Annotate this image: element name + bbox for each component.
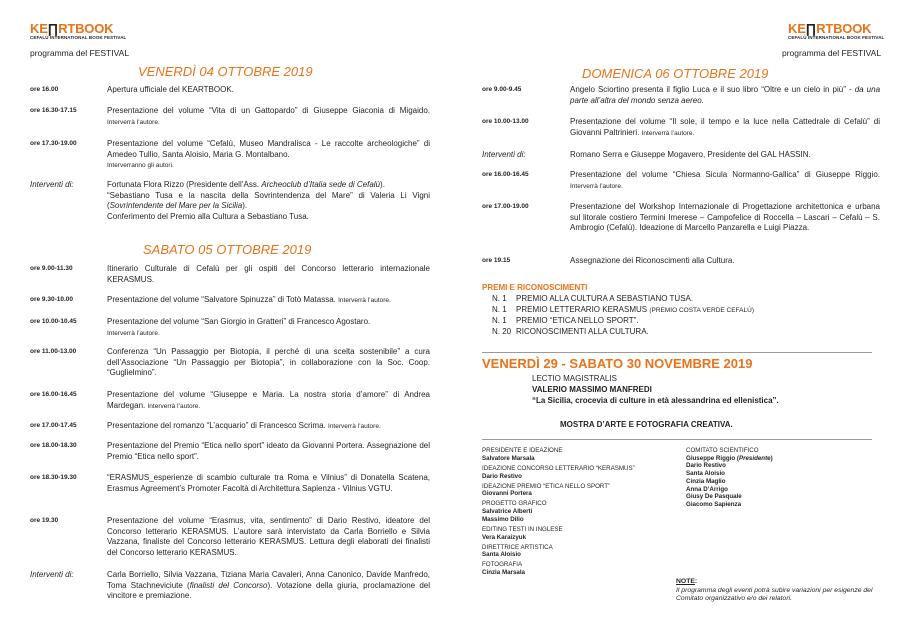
- event-time: Interventi di:: [30, 180, 74, 189]
- premi-list: [492, 294, 872, 337]
- committee-role: COMITATO SCIENTIFICO: [686, 447, 759, 454]
- lectio-block: [532, 373, 872, 406]
- event-text: Conferenza “Un Passaggio per Biotopia, il perché di una scelta sostenibile” a cura dell’Associazione “Un Passaggio per Biotopia”, in collaborazione con la Soc. Coop. “Guglielmino”.: [107, 347, 430, 378]
- event-text: Presentazione del volume “Erasmus, vita, sentimento” di Dario Restivo, ideatore del Concorso letterario KERASMUS. L’autore sarà intervistato da Carla Borriello e Silvia Vazzana, finaliste del Concorso letterario KERASMUS. Lettura degli elaborati dei finalisti del Concorso letterario KERASMUS.: [107, 516, 430, 557]
- list-item: N. 1 PREMIO “ETICA NELLO SPORT”.: [492, 316, 639, 325]
- event-text: Angelo Sciortino presenta il figlio Luca e il suo libro “Oltre e un cielo in più” - da una parte all’altra del mondo senza aereo.: [570, 85, 881, 105]
- event-time: ore 19.15: [482, 257, 511, 264]
- saturday-title: SABATO 05 OTTOBRE 2019: [143, 242, 312, 257]
- list-item: N. 1 PREMIO LETTERARIO KERASMUS (PREMIO COSTA VERDE CEFALÙ): [492, 304, 754, 314]
- event-time: ore 18.00-18.30: [30, 442, 77, 449]
- event-note: Interverrà l’autore.: [328, 423, 381, 430]
- event-note: Interverrà l’autore.: [570, 182, 623, 190]
- event-time: ore 17.00-17.45: [30, 422, 77, 429]
- event-text: Presentazione del romanzo “L’acquario” di Francesco Scrima.: [107, 421, 326, 430]
- speaker-name: VALERIO MASSIMO MANFREDI: [532, 385, 652, 394]
- event-text: Romano Serra e Giuseppe Mogavero, Presidente del GAL HASSIN.: [570, 150, 811, 159]
- credit-group: PROGETTO GRAFICO Salvatrice Alberti Massimo Dilio: [482, 500, 547, 523]
- credit-group: IDEAZIONE PREMIO “ETICA NELLO SPORT” Giovanni Portera: [482, 482, 611, 498]
- event-text: Presentazione del volume “San Giorgio in Gratteri” di Francesco Agostaro.: [107, 317, 371, 326]
- event-note: Interverranno gli autori.: [107, 162, 174, 170]
- event-text: Presentazione del volume “Giuseppe e Maria. La nostra storia d’amore” di Andrea Mardegan.: [107, 390, 430, 410]
- event-text: Presentazione del volume “Cefalù, Museo Mandralisca - Le raccolte archeologiche” di Amedeo Tullio, Santa Aloisio, Maria G. Montalbano.: [107, 139, 430, 159]
- event-note: Interverrà l’autore.: [147, 402, 201, 410]
- event-text: Presentazione del volume “Vita di un Gattopardo” di Giuseppe Giaconia di Migaido.: [107, 106, 430, 115]
- event-text: Fortunata Flora Rizzo (Presidente dell’Ass. Archeoclub d’Italia sede di Cefalù). “Sebastiano Tusa e la nascita della Sovrintendenza del Mare” di Valeria Li Vigni (Sovrintendente del Mare per la Sicilia). Conferimento del Premio alla Cultura a Sebastiano Tusa.: [107, 180, 430, 221]
- event-time: ore 16.00-16.45: [30, 391, 77, 398]
- credits-left: [482, 447, 682, 579]
- right-page: [450, 0, 900, 643]
- event-time: ore 10.00-13.00: [482, 118, 529, 125]
- note-block: NOTE: Il programma degli eventi potrà subire variazioni per esigenze del Comitato organizzativo e/o dei relatori.: [676, 578, 873, 602]
- event-time: ore 16.00: [30, 86, 59, 93]
- event-text: “ERASMUS_esperienze di scambio culturale tra Roma e Vilnius” di Donatella Scatena, Erasmus Agreement’s Promoter Facoltà di Architettura Sapienza - Vilnius VGTU.: [107, 473, 430, 493]
- divider: [482, 352, 872, 353]
- event-time: Interventi di:: [30, 570, 74, 579]
- divider: [482, 439, 872, 440]
- premi-title: PREMI E RICONOSCIMENTI: [482, 283, 588, 292]
- note-text: Il programma degli eventi potrà subire variazioni per esigenze del Comitato organizzativo e/o dei relatori.: [676, 586, 873, 602]
- credit-group: DIRETTRICE ARTISTICA Santa Aloisio: [482, 543, 553, 559]
- event-time: ore 16.30-17.15: [30, 107, 77, 114]
- event-time: ore 11.00-13.00: [30, 348, 77, 355]
- event-text: Apertura ufficiale del KEARTBOOK.: [107, 85, 234, 94]
- event-time: ore 16.00-16.45: [482, 171, 529, 178]
- event-text: Presentazione del Premio “Etica nello sport” ideato da Giovanni Portera. Assegnazione del Premio “Etica nello sport”.: [107, 441, 430, 461]
- friday-title: VENERDÌ 04 OTTOBRE 2019: [138, 64, 313, 79]
- event-note: Interverrà l’autore.: [107, 329, 160, 337]
- event-time: ore 17.00-19.00: [482, 203, 529, 210]
- talk-title: “La Sicilia, crocevia di culture in età alessandrina ed ellenistica”.: [532, 396, 779, 405]
- program-label: programma del FESTIVAL: [782, 48, 882, 58]
- event-time: ore 17.30-19.00: [30, 140, 77, 147]
- credit-group: EDITING TESTI IN INGLESE Vera Karaizyuk: [482, 525, 563, 541]
- lectio-label: LECTIO MAGISTRALIS: [532, 374, 617, 383]
- keartbook-logo: KE∏RTBOOK CEFALÙ INTERNATIONAL BOOK FESTIVAL: [30, 21, 127, 40]
- keartbook-logo: KE∏RTBOOK CEFALÙ INTERNATIONAL BOOK FESTIVAL: [788, 21, 885, 40]
- event-time: ore 9.00-9.45: [482, 86, 522, 93]
- event-time: ore 9.00-11.30: [30, 265, 73, 272]
- credit-group: IDEAZIONE CONCORSO LETTERARIO “KERASMUS” Dario Restivo: [482, 464, 635, 480]
- credits-right: COMITATO SCIENTIFICO Giuseppe Riggio (Presidente) Dario Restivo Santa Aloisio Cinzia Maglio Anna D’Arrigo Giusy De Pasquale Giacomo Sapienza: [686, 447, 876, 509]
- event-note: Interverrà l’autore.: [338, 297, 391, 304]
- event-time: ore 19.30: [30, 517, 59, 524]
- event-text: Presentazione del volume “Chiesa Sicula Normanno-Gallica” di Giuseppe Riggio.: [570, 170, 880, 179]
- event-text: Assegnazione dei Riconoscimenti alla Cultura.: [570, 256, 735, 265]
- mostra-label: MOSTRA D’ARTE E FOTOGRAFIA CREATIVA.: [560, 420, 733, 429]
- event-time: ore 18.30-19.30: [30, 474, 77, 481]
- event-text: Presentazione del Workshop Internazionale di Progettazione architettonica e urbana sul litorale costiero Termini Imerese – Campofelice di Roccella – Lascari – Cefalù – S. Ambrogio (Cefalù). Ideazione di Marcello Panzarella e Luigi Piazza.: [570, 202, 880, 233]
- event-time: ore 9.30-10.00: [30, 296, 74, 303]
- event-note: Interverrà l’autore.: [641, 129, 695, 137]
- credit-group: FOTOGRAFIA Cinzia Marsala: [482, 561, 525, 577]
- event-note: Interverrà l’autore.: [107, 118, 160, 126]
- list-item: N. 1 PREMIO ALLA CULTURA A SEBASTIANO TUSA.: [492, 294, 694, 303]
- sunday-title: DOMENICA 06 OTTOBRE 2019: [582, 66, 769, 81]
- committee-president: Giuseppe Riggio (Presidente): [686, 454, 773, 462]
- event-text: Carla Borriello, Silvia Vazzana, Tiziana Maria Cavaleri, Anna Canonico, Davide Manfredo, Toma Stachneviciute (finalisti del Concorso). Votazione della giuria, proclamazione del vincitore e premiazione.: [107, 570, 431, 601]
- program-label: programma del FESTIVAL: [30, 48, 130, 58]
- credit-group: PRESIDENTE E IDEAZIONE Salvatore Marsala: [482, 447, 563, 462]
- november-title: VENERDÌ 29 - SABATO 30 NOVEMBRE 2019: [482, 356, 753, 371]
- note-label: NOTE: [676, 578, 695, 585]
- list-item: N. 20 RICONOSCIMENTI ALLA CULTURA.: [492, 326, 649, 336]
- event-time: Interventi di:: [482, 150, 526, 159]
- event-text: Presentazione del volume “Salvatore Spinuzza” di Totò Matassa.: [107, 295, 336, 304]
- event-text: Presentazione del volume “Il sole, il tempo e la luce nella Cattedrale di Cefalù” di Giovanni Paltrinieri.: [570, 117, 880, 137]
- event-time: ore 10.00-10.45: [30, 318, 77, 325]
- event-text: Itinerario Culturale di Cefalù per gli ospiti del Concorso letterario internazionale KERASMUS.: [107, 264, 430, 284]
